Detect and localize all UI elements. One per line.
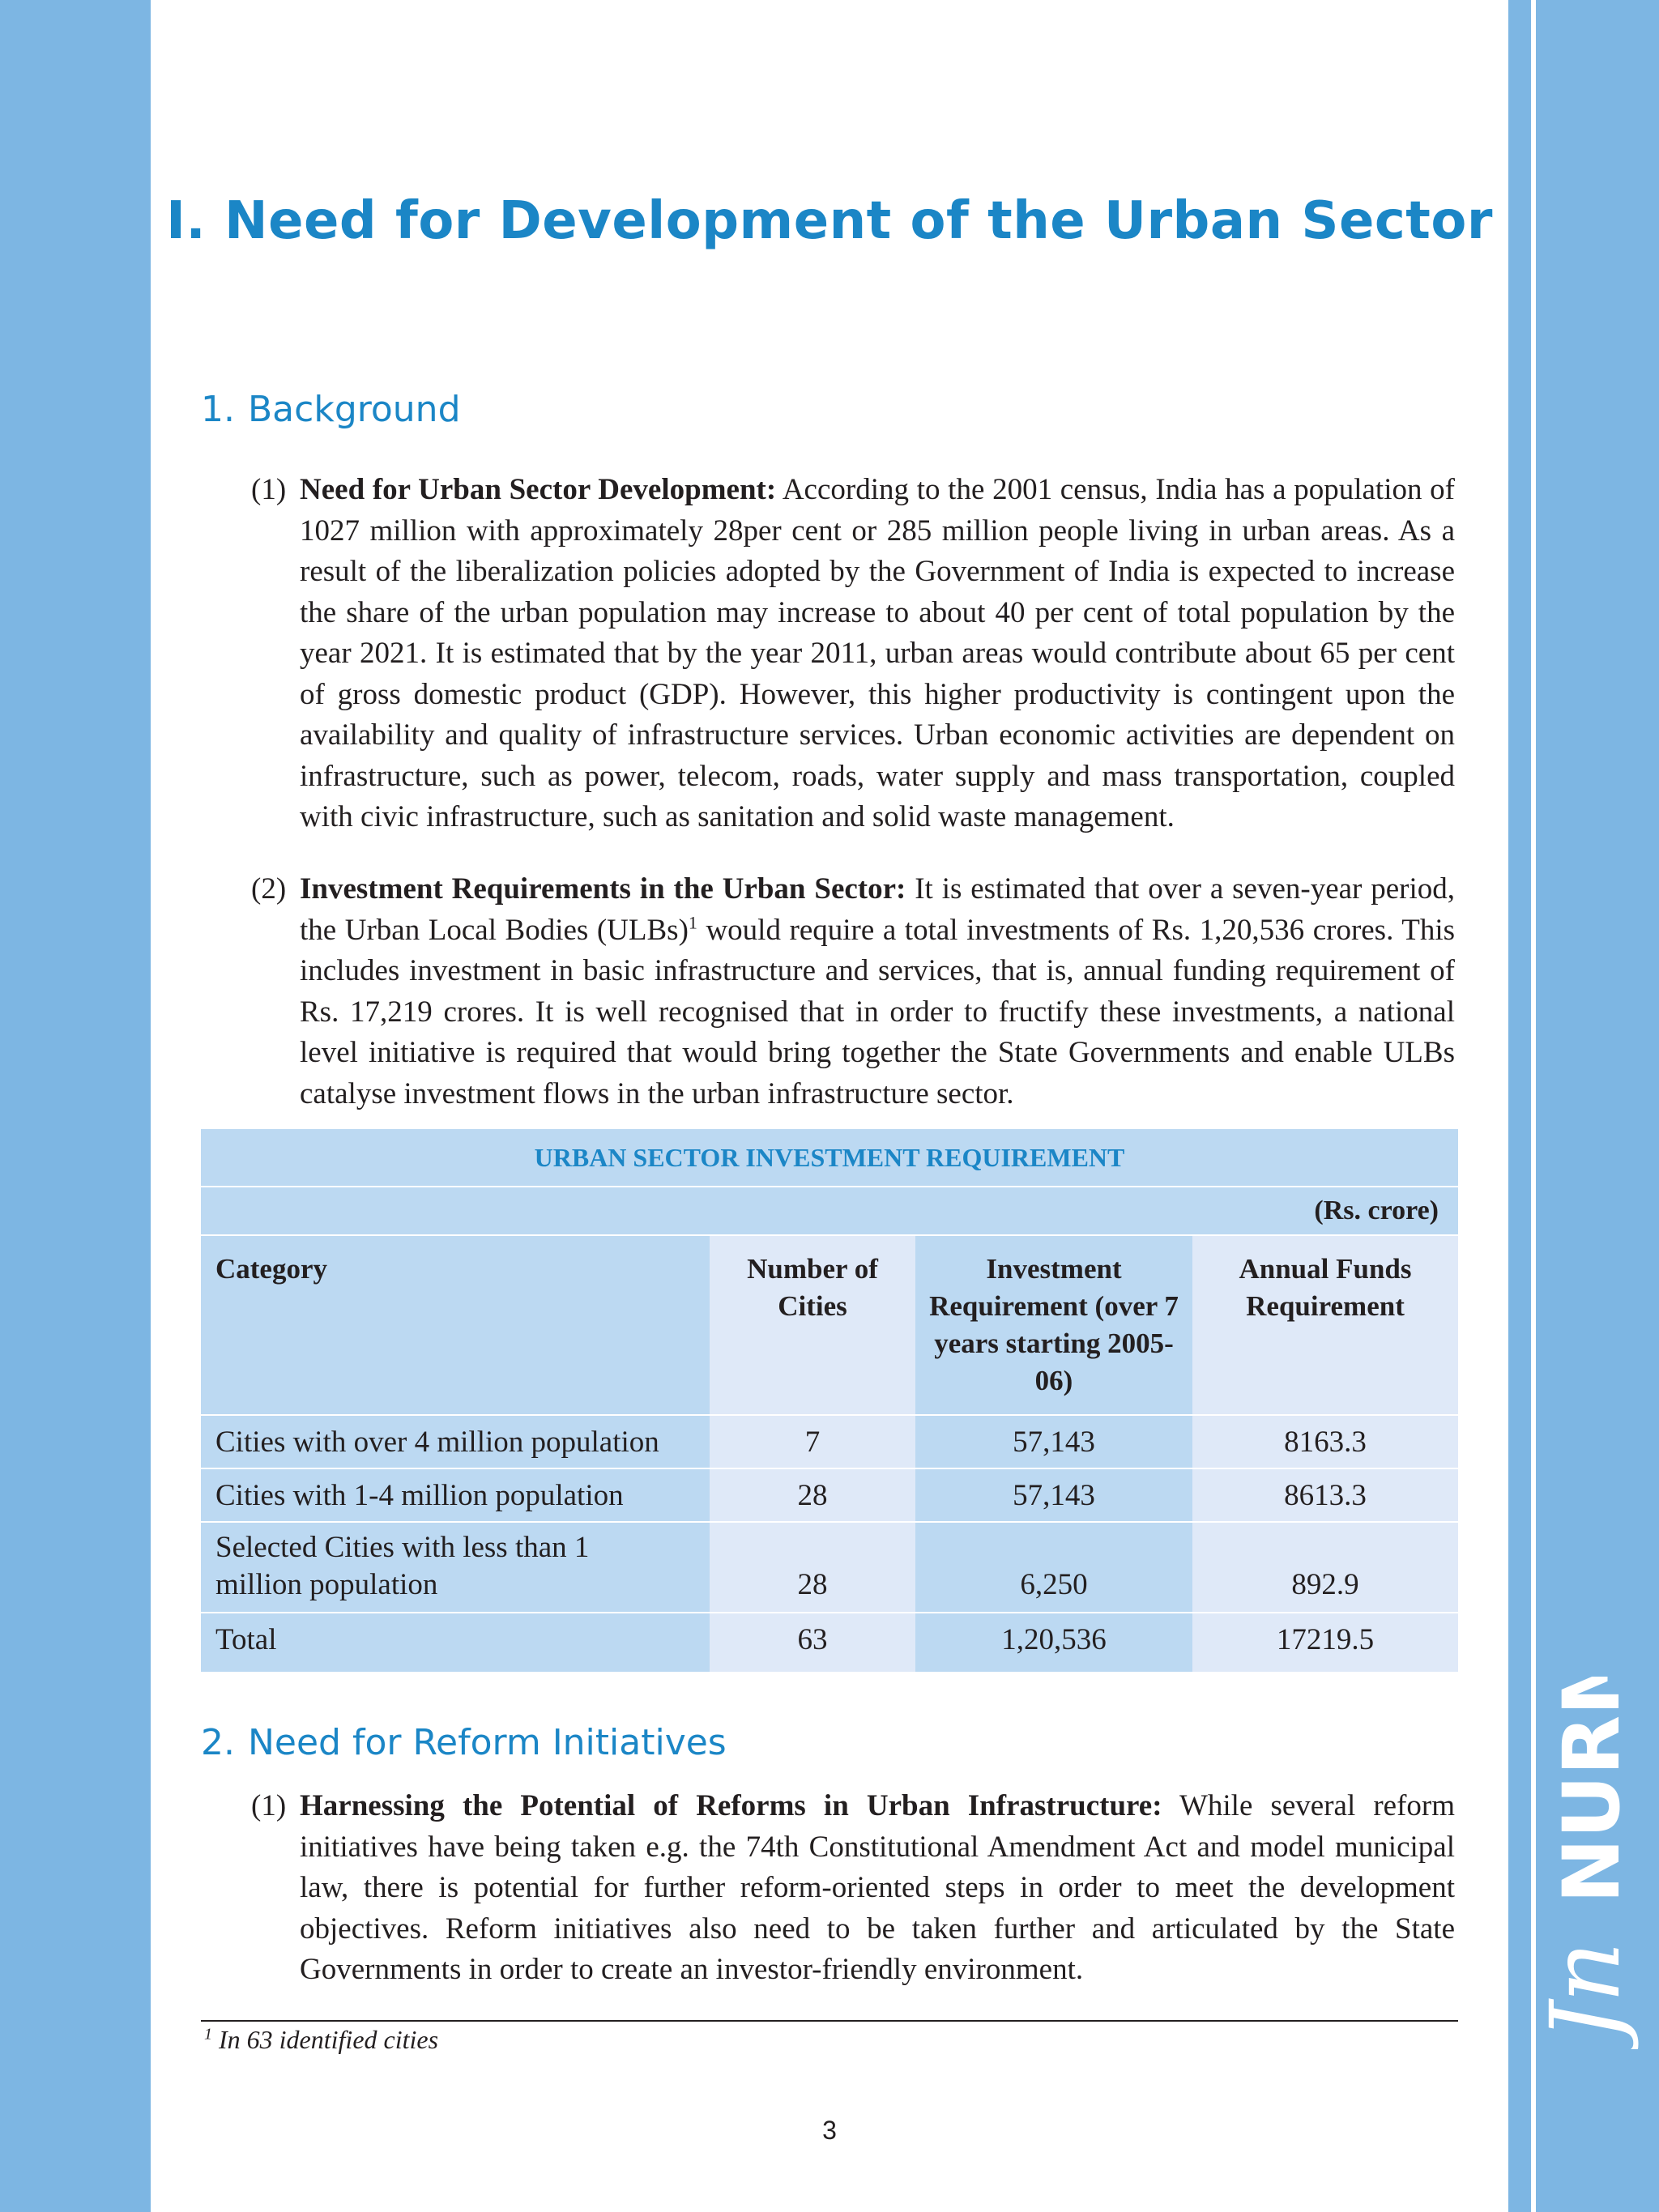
footnote-divider — [201, 2020, 1458, 2022]
paragraph-harnessing-reforms — [251, 1786, 1455, 1991]
header-investment-requirement: Investment Requirement (over 7 years starting 2005-06) — [915, 1236, 1192, 1416]
logo-script-letters: Jn — [1529, 1941, 1641, 2041]
table-cell-investment: 57,143 — [915, 1416, 1192, 1469]
paragraph-number: (2) — [251, 872, 287, 906]
paragraph-lead: Need for Urban Sector Development: — [300, 473, 777, 506]
table-cell-category: Selected Cities with less than 1 million population — [201, 1523, 710, 1613]
investment-requirement-table — [201, 1129, 1458, 1672]
header-category: Category — [201, 1236, 710, 1416]
footnote-reference: 1 — [688, 912, 697, 933]
section-heading-background — [201, 389, 461, 430]
section-title: Need for Reform Initiatives — [248, 1722, 727, 1763]
footnote — [204, 2025, 438, 2055]
table-cell-annual: 8613.3 — [1192, 1469, 1458, 1523]
table-title: URBAN SECTOR INVESTMENT REQUIREMENT — [201, 1129, 1458, 1187]
table-cell-cities: 28 — [710, 1469, 915, 1523]
table-cell-annual: 8163.3 — [1192, 1416, 1458, 1469]
section-heading-reform — [201, 1722, 727, 1763]
logo-block-letters: NURM — [1546, 1677, 1637, 1903]
header-number-of-cities: Number of Cities — [710, 1236, 915, 1416]
table-cell-category: Cities with over 4 million population — [201, 1416, 710, 1469]
section-title: Background — [248, 389, 461, 430]
table-units: (Rs. crore) — [201, 1187, 1458, 1236]
paragraph-urban-development — [251, 470, 1455, 838]
table-cell-cities: 63 — [710, 1613, 915, 1672]
paragraph-body — [300, 1786, 1455, 1991]
paragraph-investment-requirements — [251, 869, 1455, 1115]
paragraph-text: While several reform initiatives have being taken e.g. the 74th Constitutional Amendment Act and model municipal law, there is potential for further reform-oriented steps in order to meet the development objectives. Reform initiatives also need to be taken further and articulated by the State Governments in order to create an investor-friendly environment. — [300, 1789, 1456, 1986]
header-annual-funds: Annual Funds Requirement — [1192, 1236, 1458, 1416]
table-grid — [201, 1236, 1458, 1672]
paragraph-body — [300, 869, 1455, 1115]
paragraph-text-part2: would require a total investments of Rs. 1,20,536 crores. This includes investment in basic infrastructure and services, that is, annual funding requirement of Rs. 17,219 crores. It is well recognised that in order to fructify these investments, a national level initiative is required that would bring together the State Governments and enable ULBs catalyse investment flows in the urban infrastructure sector. — [300, 913, 1455, 1110]
table-cell-investment: 1,20,536 — [915, 1613, 1192, 1672]
footnote-text: In 63 identified cities — [212, 2025, 439, 2054]
table-cell-category: Total — [201, 1613, 710, 1672]
table-cell-annual: 17219.5 — [1192, 1613, 1458, 1672]
section-number: 1. — [201, 389, 235, 430]
page-title: I. Need for Development of the Urban Sector — [166, 191, 1493, 251]
paragraph-body — [300, 470, 1455, 838]
table-cell-annual: 892.9 — [1192, 1523, 1458, 1613]
paragraph-lead: Harnessing the Potential of Reforms in Urban Infrastructure: — [300, 1789, 1162, 1822]
table-cell-investment: 57,143 — [915, 1469, 1192, 1523]
footnote-marker: 1 — [204, 2025, 212, 2044]
paragraph-lead: Investment Requirements in the Urban Sector: — [300, 872, 906, 906]
left-margin-band — [0, 0, 151, 2212]
paragraph-number: (1) — [251, 473, 287, 506]
table-cell-category: Cities with 1-4 million population — [201, 1469, 710, 1523]
paragraph-text-part1: It is estimated that over a seven-year period, the Urban Local Bodies (ULBs) — [300, 872, 1455, 947]
table-cell-cities: 28 — [710, 1523, 915, 1613]
table-cell-investment: 6,250 — [915, 1523, 1192, 1613]
jnnurm-logo-graphic — [1515, 1677, 1659, 2049]
paragraph-text: According to the 2001 census, India has a population of 1027 million with approximately 28per cent or 285 million people living in urban areas. As a result of the liberalization policies adopted by the Government of India is expected to increase the share of the urban population may increase to about 40 per cent of total population by the year 2021. It is estimated that by the year 2011, urban areas would contribute about 65 per cent of gross domestic product (GDP). However, this higher productivity is contingent upon the availability and quality of infrastructure services. Urban economic activities are dependent on infrastructure, such as power, telecom, roads, water supply and mass transportation, coupled with civic infrastructure, such as sanitation and solid waste management. — [300, 473, 1455, 833]
jnnurm-logo — [1515, 1677, 1659, 2049]
table-cell-cities: 7 — [710, 1416, 915, 1469]
section-number: 2. — [201, 1722, 235, 1763]
page-number: 3 — [822, 2116, 837, 2145]
paragraph-number: (1) — [251, 1789, 287, 1822]
